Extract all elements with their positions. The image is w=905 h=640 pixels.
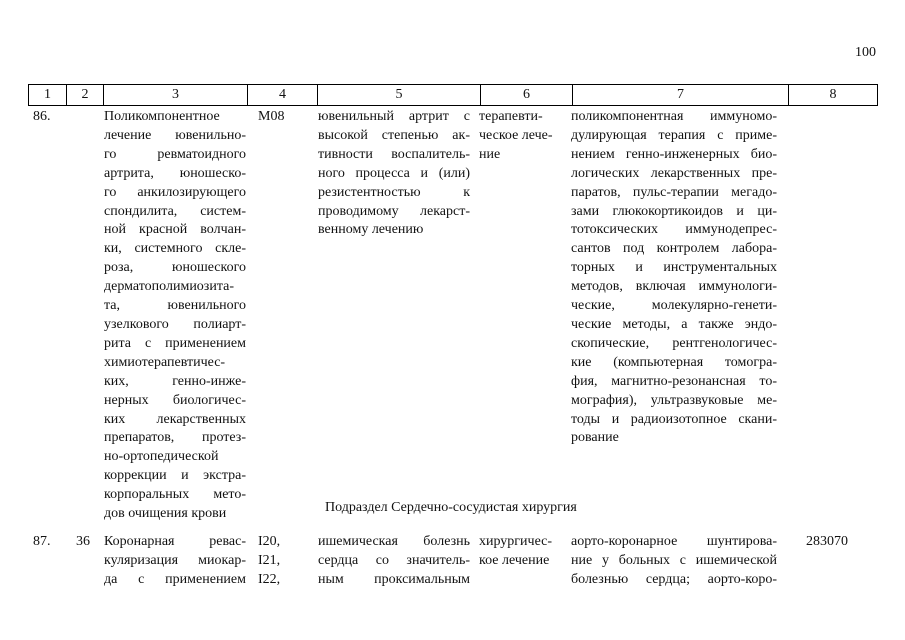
row87-treatment-type xyxy=(479,533,565,571)
row86-name-line: артрита, юношеско- xyxy=(104,165,246,181)
row86-method-line: тоды и радиоизотопное скани- xyxy=(571,411,777,427)
row86-name-line: спондилита, систем- xyxy=(104,203,246,219)
row86-treatment-type xyxy=(479,108,565,165)
row86-method-line: кие (компьютерная томогра- xyxy=(571,354,777,370)
row86-name-line: Поликомпонентное xyxy=(104,109,220,124)
row87-norm: 283070 xyxy=(806,534,848,549)
row86-model-line: венному лечению xyxy=(318,222,424,238)
row86-name-line: дов очищения крови xyxy=(104,506,227,522)
row87-name-line: Коронарная реваc- xyxy=(104,534,246,549)
page-number: 100 xyxy=(855,45,876,60)
row87-group: 36 xyxy=(76,534,90,549)
row87-model-line: ишемическая болезнь xyxy=(318,534,470,549)
row86-method-line: ческие методы, а также эндо- xyxy=(571,316,777,332)
row87-model-line: сердца со значитель- xyxy=(318,552,470,568)
row86-method-line: мография), ультразвуковые ме- xyxy=(571,392,777,408)
row86-name-line: коррекции и экстра- xyxy=(104,468,246,484)
row86-method-line: тотоксических иммунодепрес- xyxy=(571,222,777,238)
row86-method-line: поликомпонентная иммуномо- xyxy=(571,109,777,124)
row86-treatment-method xyxy=(571,108,777,448)
row86-name-line: рита с применением xyxy=(104,335,246,351)
row86-name-line: ких лекарственных xyxy=(104,411,246,427)
row86-method-line: фия, магнитно-резонансная то- xyxy=(571,373,777,389)
row86-model-line: высокой степенью ак- xyxy=(318,127,470,143)
header-col-2: 2 xyxy=(67,85,104,106)
row86-treatment-line: терапевти- xyxy=(479,109,543,124)
row86-number: 86. xyxy=(33,109,51,124)
row86-model-line: тивности воспалитель- xyxy=(318,146,470,162)
row86-name-line: роза, юношеского xyxy=(104,260,246,276)
header-col-7: 7 xyxy=(573,85,789,106)
header-col-4: 4 xyxy=(248,85,318,106)
row86-method-line: скопические, рентгенологичес- xyxy=(571,335,777,351)
row86-name-line: го ревматоидного xyxy=(104,146,246,162)
row86-method-line: ческие, молекулярно-генети- xyxy=(571,298,777,314)
row86-model-line: резистентностью к xyxy=(318,184,470,200)
row87-name-line: да с применением xyxy=(104,571,246,587)
row86-name-line: лечение ювенильно- xyxy=(104,127,246,143)
row86-name-line: ких, генно-инже- xyxy=(104,373,246,389)
row86-method-line: методов, включая иммунологи- xyxy=(571,279,777,295)
row86-method-line: зами глюкокортикоидов и ци- xyxy=(571,203,777,219)
row86-method-line: рование xyxy=(571,430,619,446)
row86-name-line: корпоральных мето- xyxy=(104,487,246,503)
row86-name xyxy=(104,108,246,524)
row86-model-line: ювенильный артрит с xyxy=(318,109,470,124)
header-col-6: 6 xyxy=(481,85,573,106)
row87-code-line: I22, xyxy=(258,571,281,587)
row86-method-line: паратов, пульс-терапии мегадо- xyxy=(571,184,777,200)
row86-treatment-line: ческое лече- xyxy=(479,127,553,143)
row87-treatment-line: кое лечение xyxy=(479,552,550,568)
row86-name-line: та, ювенильного xyxy=(104,298,246,314)
row87-code-line: I20, xyxy=(258,534,281,549)
row87-code-line: I21, xyxy=(258,552,281,568)
header-col-3: 3 xyxy=(104,85,248,106)
row87-icd-codes xyxy=(258,533,280,590)
row86-name-line: го анкилозирующего xyxy=(104,184,246,200)
row87-method-line: болезнью сердца; аорто-коро- xyxy=(571,571,777,587)
row86-method-line: логических лекарственных пре- xyxy=(571,165,777,181)
row87-patient-model xyxy=(318,533,470,590)
row86-method-line: нением генно-инженерных био- xyxy=(571,146,777,162)
row86-method-line: дулирующая терапия с приме- xyxy=(571,127,777,143)
row87-name xyxy=(104,533,246,590)
row87-treatment-line: хирургичес- xyxy=(479,534,553,549)
header-col-8: 8 xyxy=(789,85,878,106)
row86-method-line: сантов под контролем лабора- xyxy=(571,241,777,257)
row86-name-line: но-ортопедической xyxy=(104,449,219,465)
row86-name-line: ной красной волчан- xyxy=(104,222,246,238)
row86-model-line: ного процесса и (или) xyxy=(318,165,470,181)
row86-name-line: узелкового полиарт- xyxy=(104,316,246,332)
row86-model-line: проводимому лекарст- xyxy=(318,203,470,219)
row86-name-line: ки, системного скле- xyxy=(104,241,246,257)
row87-number: 87. xyxy=(33,534,51,549)
row86-name-line: препаратов, протез- xyxy=(104,430,246,446)
row86-icd-code: M08 xyxy=(258,109,285,124)
row86-patient-model xyxy=(318,108,470,240)
row87-method-line: ние у больных с ишемической xyxy=(571,552,777,568)
row86-treatment-line: ние xyxy=(479,146,501,162)
header-col-5: 5 xyxy=(318,85,481,106)
row86-name-line: дерматополимиозита- xyxy=(104,279,234,295)
row86-name-line: химиотерапевтичес- xyxy=(104,354,226,370)
header-col-1: 1 xyxy=(29,85,67,106)
row87-name-line: куляризация миокар- xyxy=(104,552,246,568)
row86-name-line: нерных биологичес- xyxy=(104,392,246,408)
row87-model-line: ным проксимальным xyxy=(318,571,470,587)
table-header xyxy=(28,84,878,106)
subsection-title: Подраздел Сердечно-сосудистая хирургия xyxy=(325,500,577,515)
row86-method-line: торных и инструментальных xyxy=(571,260,777,276)
row87-treatment-method xyxy=(571,533,777,590)
row87-method-line: аорто-коронарное шунтирова- xyxy=(571,534,777,549)
